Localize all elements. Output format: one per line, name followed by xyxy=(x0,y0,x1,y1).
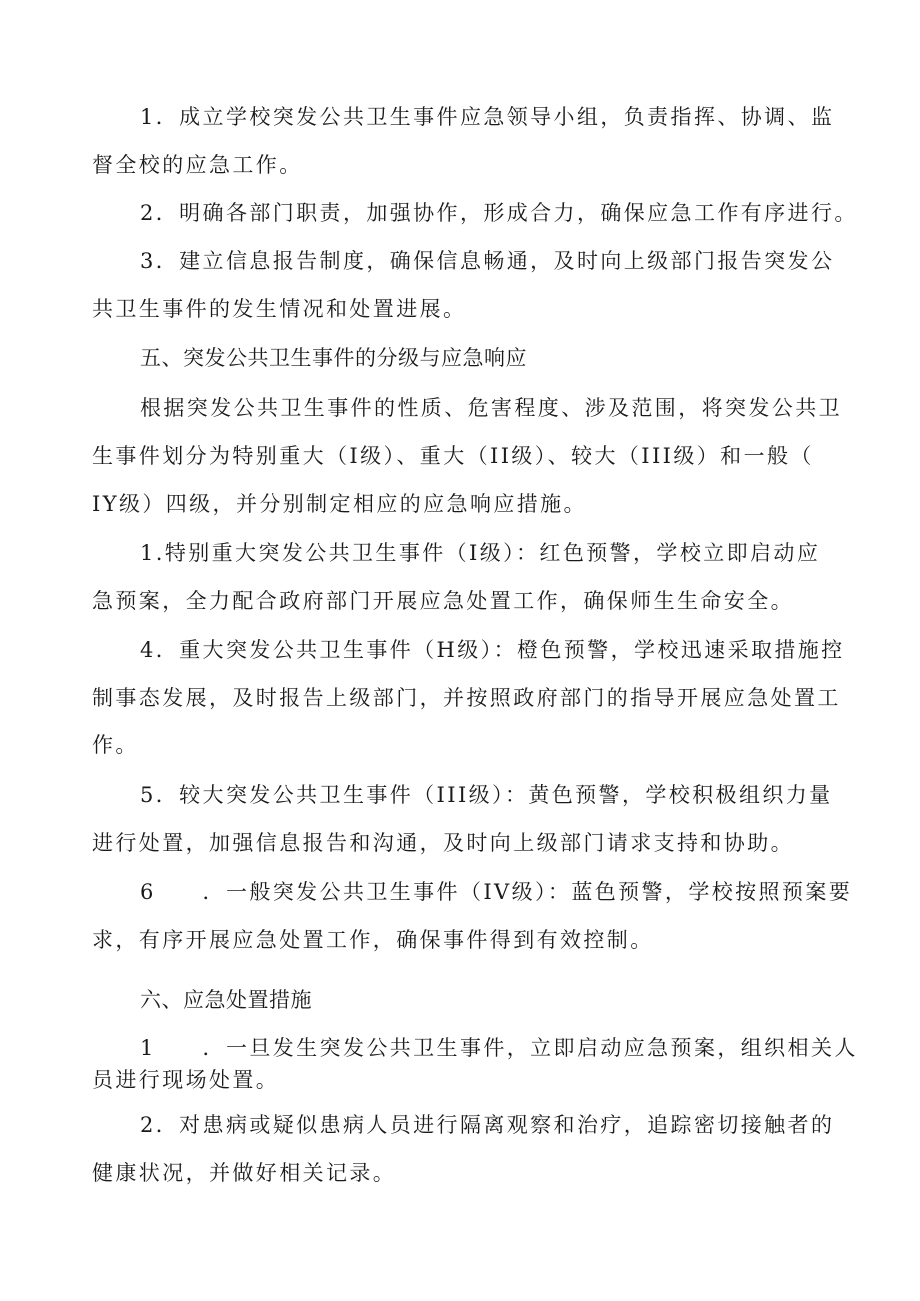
paragraph-line: 进行处置，加强信息报告和沟通，及时向上级部门请求支持和协助。 xyxy=(92,831,794,855)
paragraph-line: 根据突发公共卫生事件的性质、危害程度、涉及范围，将突发公共卫 xyxy=(140,396,842,420)
paragraph-line: 作。 xyxy=(92,733,139,757)
paragraph-line: 督全校的应急工作。 xyxy=(92,153,303,177)
paragraph-line: IY级）四级，并分别制定相应的应急响应措施。 xyxy=(92,492,587,516)
paragraph-line: 健康状况，并做好相关记录。 xyxy=(92,1161,397,1185)
section-heading: 五、突发公共卫生事件的分级与应急响应 xyxy=(140,346,527,370)
paragraph-line: 1.特别重大突发公共卫生事件（I级）：红色预警，学校立即启动应 xyxy=(140,541,821,565)
paragraph-line: 2．对患病或疑似患病人员进行隔离观察和治疗，追踪密切接触者的 xyxy=(140,1113,835,1137)
paragraph-line: 共卫生事件的发生情况和处置进展。 xyxy=(92,297,467,321)
paragraph-line: 6 ．一般突发公共卫生事件（IV级）：蓝色预警，学校按照预案要 xyxy=(140,880,853,904)
paragraph-line: 5．较大突发公共卫生事件（III级）：黄色预警，学校积极组织力量 xyxy=(140,783,833,807)
paragraph-line: 4．重大突发公共卫生事件（H级）：橙色预警，学校迅速采取措施控 xyxy=(140,638,845,662)
paragraph-line: 制事态发展，及时报告上级部门，并按照政府部门的指导开展应急处置工 xyxy=(92,686,841,710)
paragraph-line: 员进行现场处置。 xyxy=(92,1068,280,1092)
paragraph-line: 生事件划分为特别重大（I级）、重大（II级）、较大（III级）和一般（ xyxy=(92,444,814,468)
paragraph-line: 3．建立信息报告制度，确保信息畅通，及时向上级部门报告突发公 xyxy=(140,249,835,273)
paragraph-line: 2．明确各部门职责，加强协作，形成合力，确保应急工作有序进行。 xyxy=(140,201,858,225)
section-heading: 六、应急处置措施 xyxy=(140,988,312,1012)
paragraph-line: 急预案，全力配合政府部门开展应急处置工作，确保师生生命安全。 xyxy=(92,589,794,613)
paragraph-line: 求，有序开展应急处置工作，确保事件得到有效控制。 xyxy=(92,928,654,952)
paragraph-line: 1．成立学校突发公共卫生事件应急领导小组，负责指挥、协调、监 xyxy=(140,105,835,129)
paragraph-line: 1 ．一旦发生突发公共卫生事件，立即启动应急预案，组织相关人 xyxy=(140,1036,858,1060)
